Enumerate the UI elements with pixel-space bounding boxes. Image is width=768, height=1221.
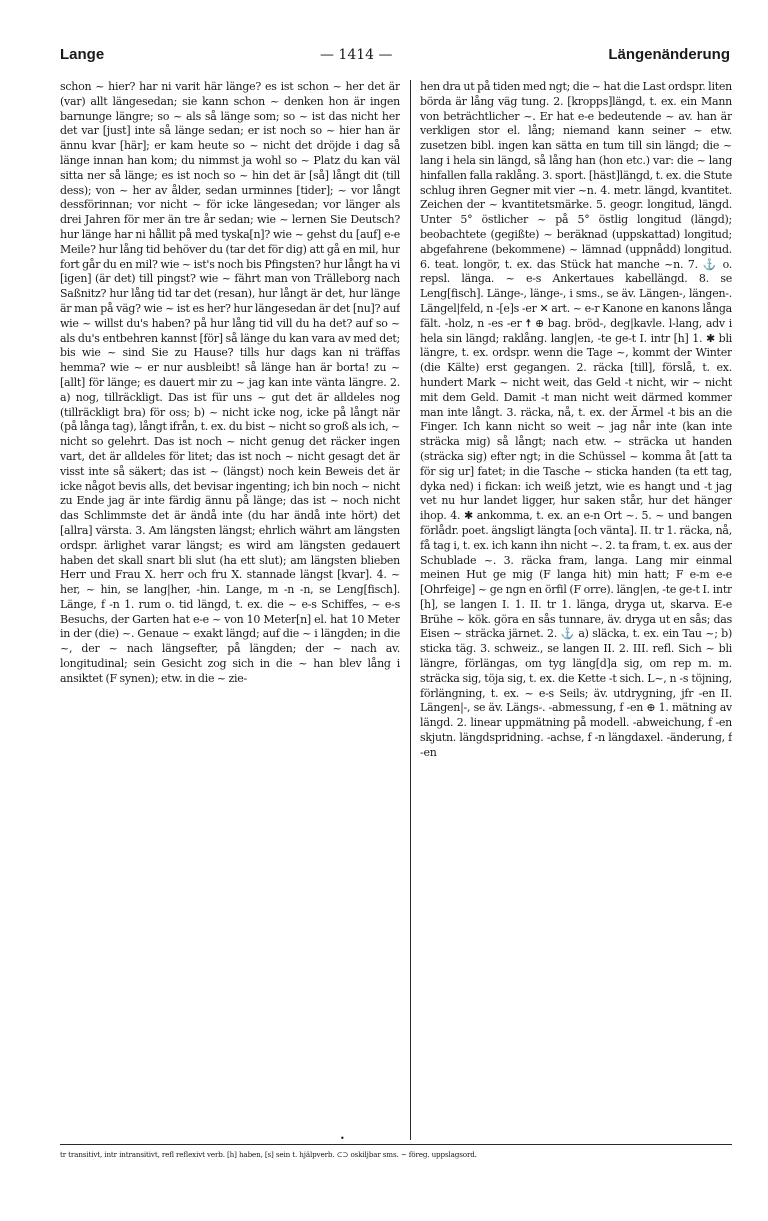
page-number: — 1414 — xyxy=(319,47,393,63)
left-column-text: schon ~ hier? har ni varit här länge? es ist schon ~ her det är (var) allt längesedan; sie kann schon ~ denken hon är ingen barnunge längre; so ~ als så länge som; so ~ ist das nicht her det var [just] inte så länge sedan; er ist noch so ~ hier han är ännu kvar [här]; er kam heute so ~ nicht det dröjde i dag så länge innan han kom; du nimmst ja wohl so ~ Platz du kan väl sitta ner så länge; es ist noch so ~ hin det är [så] långt dit (till dess); von ~ her av ålder, sedan urminnes [tider]; ~ vor långt dessförinnan; vor nicht ~ för icke längesedan; vor länger als drei Jahren för mer än tre år sedan; wie ~ lernen Sie Deutsch? hur länge har ni hållit på med tyska[n]? wie ~ gehst du [auf] e-e Meile? hur lång tid behöver du (tar det för dig) att gå en mil, hur fort går du en mil? wie ~ ist's noch bis Pfingsten? hur långt ha vi [igen] (är det) till pingst? wie ~ fährt man von Trälleborg nach Saßnitz? hur lång tid tar det (resan), hur långt är det, hur länge är man på väg? wie ~ ist es her? hur längesedan är det [nu]? auf wie ~ willst du's haben? på hur lång tid vill du ha det? auf so ~ als du's entbehren kannst [för] så länge du kan vara av med det; bis wie ~ sind Sie zu Hause? tills hur dags kan ni träffas hemma? wie ~ er nur ausbleibt! så länge han är borta! zu ~ [allt] för länge; es dauert mir zu ~ jag kan inte vänta längre. 2. a) nog, tillräckligt. Das ist für uns ~ gut det är alldeles nog (tillräckligt bra) för oss; b) ~ nicht icke nog, icke på långt när (på långa tag), långt ifrån, t. ex. du bist ~ nicht so groß als ich, ~ nicht so gelehrt. Das ist noch ~ nicht genug det räcker ingen vart, det är alldeles för litet; das ist noch ~ nicht gesagt det är visst inte så säkert; das ist ~ (längst) noch kein Beweis det är icke något bevis alls, det bevisar ingenting; ich bin noch ~ nicht zu Ende jag är inte färdig ännu på länge; das ist ~ noch nicht das Schlimmste det är ändå inte (du har ändå inte hört) det [allra] värsta. 3. Am längsten längst; ehrlich währt am längsten ordspr. ärlighet varar längst; es wird am längsten gedauert haben det skall snart bli slut (ha ett slut); am längsten blieben Herr und Frau X. herr och fru X. stannade längst [kvar]. 4. ~ her, ~ hin, se lang|her, -hin. Lange, m -n -n, se Leng[fisch]. Länge, f -n 1. rum o. tid längd, t. ex. die ~ e-s Schiffes, ~ e-s Besuchs, der Garten hat e-e ~ von 10 Meter[n] el. hat 10 Meter in der (die) ~. Genaue ~ exakt längd; auf die ~ i längden; in die ~, der ~ nach längsefter, på längden; der ~ nach av. longitudinal; sein Gesicht zog sich in die ~ han blev lång i ansiktet (F synen); etw. in die ~ zie- xyxy=(60,80,400,685)
running-header xyxy=(60,46,730,70)
column-divider xyxy=(410,80,411,1140)
header-right-word: Längenänderung xyxy=(608,46,730,63)
right-column-text: hen dra ut på tiden med ngt; die ~ hat die Last ordspr. liten börda är lång väg tung. 2. [kropps]längd, t. ex. ein Mann von beträchtlicher ~. Er hat e-e bedeutende ~ av. han är verkligen stor el. lång; niemand kann seiner ~ etw. zusetzen bibl. ingen kan sätta en tum till sin längd; die ~ lang i hela sin längd, så lång han (hon etc.) var: die ~ lang hinfallen falla raklång. 3. sport. [häst]längd, t. ex. die Stute schlug ihren Gegner mit vier ~n. 4. metr. längd, kvantitet. Zeichen der ~ kvantitetsmärke. 5. geogr. longitud, längd. Unter 5° östlicher ~ på 5° östlig longitud (längd); beobachtete (gegißte) ~ beräknad (uppskattad) longitud; abgefahrene (bekommene) ~ lämnad (uppnådd) longitud. 6. teat. longör, t. ex. das Stück hat manche ~n. 7. ⚓ o. repsl. länga. ~ e-s Ankertaues kabellängd. 8. se Leng[fisch]. Länge-, länge-, i sms., se äv. Längen-, längen-. Längel|feld, n -[e]s -er ✕ art. ~ e-r Kanone en kanons långa fält. -holz, n -es -er ☨ ⊕ bag. bröd-, deg|kavle. l-lang, adv i hela sin längd; raklång. lang|en, -te ge-t I. intr [h] 1. ✱ bli längre, t. ex. ordspr. wenn die Tage ~, kommt der Winter (die Kälte) erst gegangen. 2. räcka [till], förslå, t. ex. hundert Mark ~ nicht weit, das Geld -t nicht, wir ~ nicht mit dem Geld. Damit -t man nicht weit därmed kommer man inte långt. 3. räcka, nå, t. ex. der Ärmel -t bis an die Finger. Ich kann nicht so weit ~ jag når inte (kan inte sträcka mig) så långt; nach etw. ~ sträcka ut handen (sträcka sig) efter ngt; in die Schüssel ~ komma åt [att ta för sig ur] fatet; in die Tasche ~ sticka handen (ta ett tag, dyka ned) i fickan: ich weiß jetzt, wie es hangt und -t jag vet nu hur landet ligger, hur saken står, hur det hänger ihop. 4. ✱ ankomma, t. ex. an e-n Ort ~. 5. ~ und bangen förlådr. poet. ängsligt längta [och vänta]. II. tr 1. räcka, nå, få tag i, t. ex. ich kann ihn nicht ~. 2. ta fram, t. ex. aus der Schublade ~. 3. räcka fram, langa. Lang mir einmal meinen Hut ge mig (F langa hit) min hatt; F e-m e-e [Ohrfeige] ~ ge ngn en örfil (F orre). läng|en, -te ge-t I. intr [h], se langen I. 1. II. tr 1. länga, dryga ut, skarva. E-e Brühe ~ kök. göra en sås tunnare, äv. dryga ut en sås; das Eisen ~ sträcka järnet. 2. ⚓ a) släcka, t. ex. ein Tau ~; b) sticka täg. 3. schweiz., se langen II. 2. III. refl. Sich ~ bli längre, förlängas, om tyg läng[d]a sig, om rep m. m. sträcka sig, töja sig, t. ex. die Kette -t sich. L~, n -s töjning, förlängning, t. ex. ~ e-s Seils; äv. utdrygning, jfr -en II. Längen|-, se äv. Längs-. -abmessung, f -en ⊕ 1. mätning av längd. 2. linear uppmätning på modell. -abweichung, f -en skjutn. längdspridning. -achse, f -n längdaxel. -änderung, f -en xyxy=(420,80,732,759)
signature-mark: • xyxy=(340,1134,345,1143)
abbreviation-footer: tr transitivt, intr intransitivt, refl reflexivt verb. [h] haben, [s] sein t. hjälpverb. ⊂⊃ oskiljbar sms. ~ föreg. uppslagsord. xyxy=(60,1150,477,1159)
footer-rule xyxy=(60,1144,732,1145)
header-left-word: Lange xyxy=(60,46,105,63)
